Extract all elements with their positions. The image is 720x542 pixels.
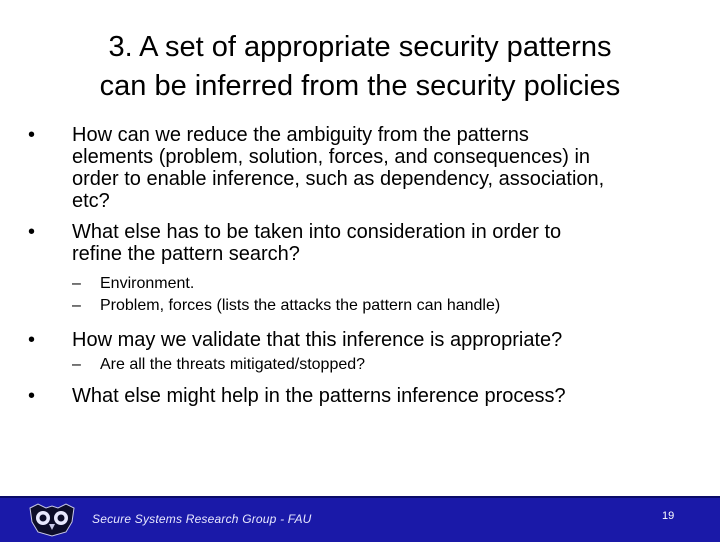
sub-bullet-marker: – xyxy=(72,275,81,292)
bullet-line: etc? xyxy=(72,190,110,212)
bullet-marker: • xyxy=(28,221,36,243)
bullet-marker: • xyxy=(28,329,36,351)
sub-bullet-item xyxy=(28,295,688,317)
footer-bar xyxy=(0,496,720,542)
title-line-2: can be inferred from the security policies xyxy=(99,70,621,102)
bullet-item xyxy=(28,385,688,407)
bullet-item xyxy=(28,124,688,212)
sub-bullet-list xyxy=(28,273,688,317)
bullet-marker: • xyxy=(28,385,36,407)
sub-bullet-text: Environment. xyxy=(100,275,195,292)
bullet-text xyxy=(72,329,688,351)
bullet-line: How can we reduce the ambiguity from the patterns xyxy=(72,124,529,146)
bullet-line: order to enable inference, such as dependency, association, xyxy=(72,168,605,190)
bullet-line: What else might help in the patterns inference process? xyxy=(72,385,566,407)
sub-bullet-text: Problem, forces (lists the attacks the pattern can handle) xyxy=(100,297,501,314)
bullet-text xyxy=(72,221,688,265)
sub-bullet-list xyxy=(28,354,688,376)
sub-bullet-text: Are all the threats mitigated/stopped? xyxy=(100,356,366,373)
sub-bullet-item xyxy=(28,273,688,295)
sub-bullet-item xyxy=(28,354,688,376)
bullet-text xyxy=(72,124,688,212)
bullet-list xyxy=(28,124,688,407)
bullet-line: What else has to be taken into consideration in order to xyxy=(72,221,562,243)
bullet-line: How may we validate that this inference is appropriate? xyxy=(72,329,563,351)
sub-bullet-marker: – xyxy=(72,356,81,373)
owl-logo-icon xyxy=(26,502,78,538)
bullet-line: elements (problem, solution, forces, and consequences) in xyxy=(72,146,591,168)
footer-text: Secure Systems Research Group - FAU xyxy=(92,512,312,526)
slide-title xyxy=(40,28,680,106)
bullet-line: refine the pattern search? xyxy=(72,243,300,265)
bullet-item xyxy=(28,329,688,351)
page-number: 19 xyxy=(662,510,675,522)
sub-bullet-marker: – xyxy=(72,297,81,314)
title-line-1: 3. A set of appropriate security patterns xyxy=(108,31,612,63)
bullet-marker: • xyxy=(28,124,36,146)
bullet-text xyxy=(72,385,688,407)
bullet-item xyxy=(28,221,688,265)
